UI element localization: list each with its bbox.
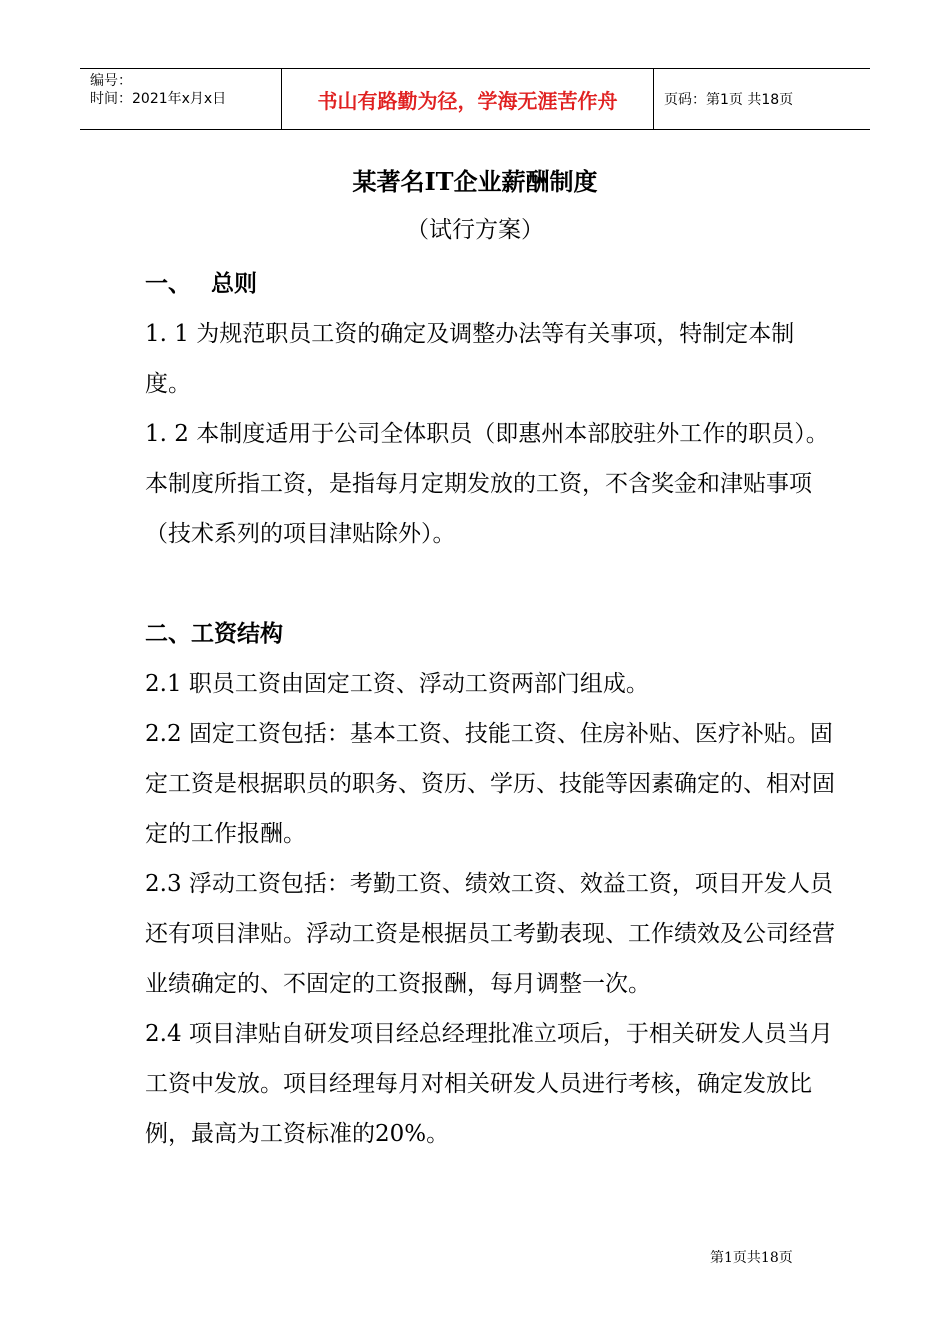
code-label: 编号： — [90, 73, 132, 89]
header-meta — [80, 69, 282, 129]
paragraph: 2.2 固定工资包括：基本工资、技能工资、住房补贴、医疗补贴。固定工资是根据职员的职务、资历、学历、技能等因素确定的、相对固定的工作报酬。 — [145, 721, 835, 847]
time-label: 时间：2021年x月x日 — [90, 91, 227, 107]
section-title: 总则 — [211, 271, 257, 297]
header-motto: 书山有路勤为径，学海无涯苦作舟 — [282, 69, 654, 129]
document-body — [145, 259, 835, 1159]
paragraph: 1. 1 为规范职员工资的确定及调整办法等有关事项，特制定本制度。 — [145, 321, 795, 397]
page-header — [80, 68, 870, 130]
section-heading-2 — [145, 609, 835, 659]
page-footer: 第1页共18页 — [710, 1250, 793, 1266]
section-gap — [145, 559, 835, 609]
section-number: 一、 — [145, 271, 191, 297]
paragraph: 1. 2 本制度适用于公司全体职员（即惠州本部胶驻外工作的职员）。本制度所指工资，是指每月定期发放的工资，不含奖金和津贴事项（技术系列的项目津贴除外）。 — [145, 421, 829, 547]
paragraph: 2.1 职员工资由固定工资、浮动工资两部门组成。 — [145, 671, 649, 697]
section-number: 二、 — [145, 621, 191, 647]
document-title: 某著名IT企业薪酬制度 — [352, 167, 598, 196]
paragraph: 2.4 项目津贴自研发项目经总经理批准立项后，于相关研发人员当月工资中发放。项目经理每月对相关研发人员进行考核，确定发放比例，最高为工资标准的20%。 — [145, 1021, 833, 1147]
section-title: 工资结构 — [191, 621, 283, 647]
header-page-info: 页码：第1页 共18页 — [664, 92, 794, 108]
section-heading-1 — [145, 259, 835, 309]
document-subtitle: （试行方案） — [406, 217, 544, 243]
paragraph: 2.3 浮动工资包括：考勤工资、绩效工资、效益工资，项目开发人员还有项目津贴。浮动工资是根据员工考勤表现、工作绩效及公司经营业绩确定的、不固定的工资报酬，每月调整一次。 — [145, 871, 835, 997]
